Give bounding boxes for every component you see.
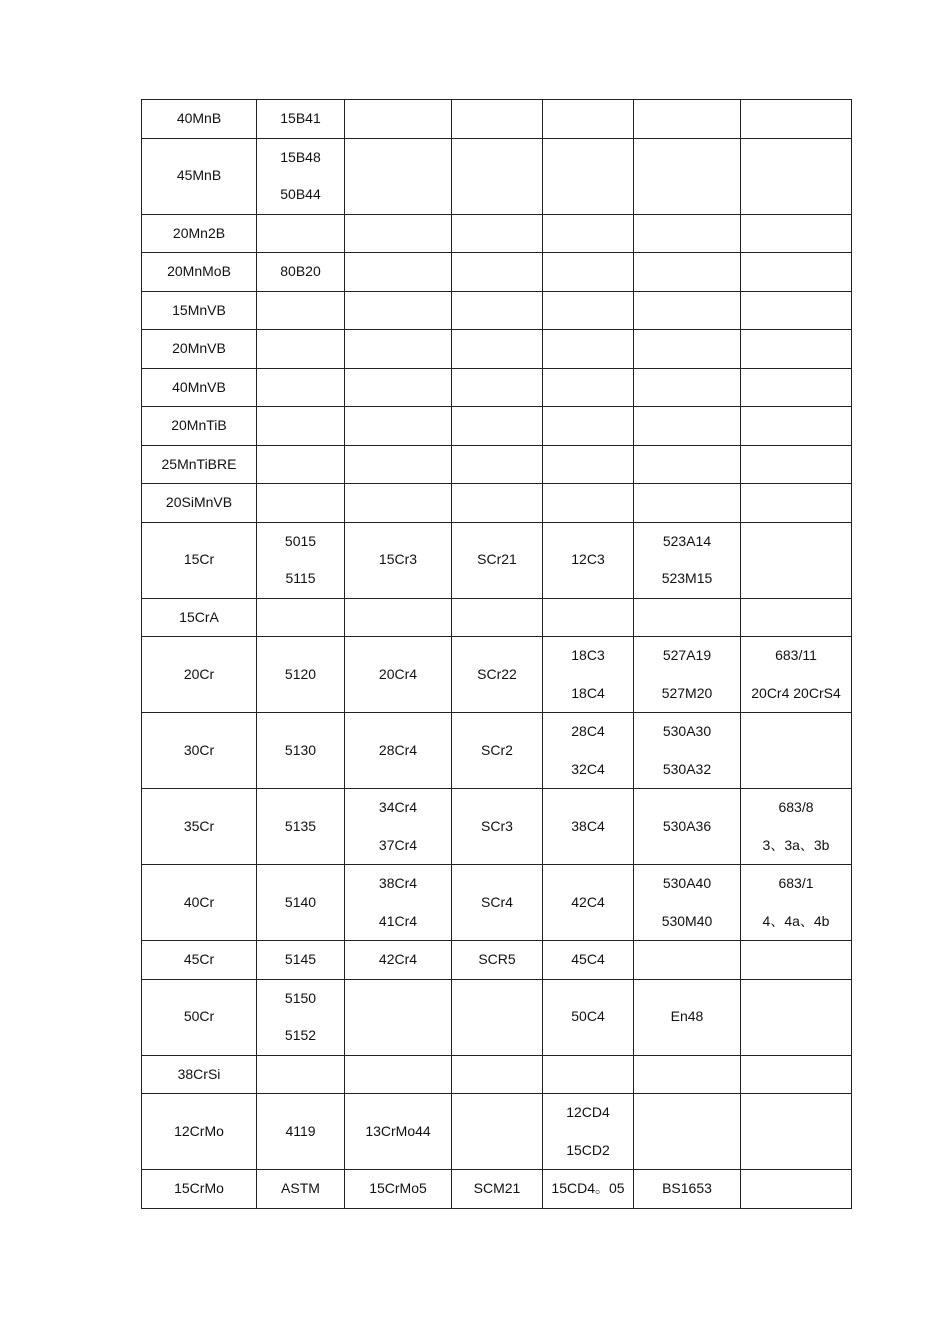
cell-text-line: 13CrMo44 (365, 1122, 431, 1139)
equivalent-grade-cell (741, 253, 852, 292)
equivalent-grade-cell (257, 138, 345, 214)
cell-text-line: 45MnB (176, 167, 222, 184)
equivalent-grade-cell (345, 637, 452, 713)
equivalent-grade-cell (452, 484, 543, 523)
equivalent-grade-cell (543, 291, 634, 330)
cell-text-line: 15CrA (179, 608, 219, 625)
table-row (142, 1055, 852, 1094)
equivalent-grade-cell (257, 713, 345, 789)
cell-text-line: 5120 (284, 665, 317, 682)
cell-text-line: SCR5 (478, 951, 516, 967)
cell-text-line: 38Cr4 (378, 875, 418, 891)
equivalent-grade-cell (345, 407, 452, 446)
cell-text-line: 34Cr4 (378, 799, 418, 815)
cell-text-line: 15B48 (280, 148, 321, 165)
equivalent-grade-cell (634, 291, 741, 330)
equivalent-grade-cell (345, 1055, 452, 1094)
cell-text-line: 40MnVB (172, 378, 226, 395)
equivalent-grade-cell (257, 445, 345, 484)
equivalent-grade-cell (345, 979, 452, 1055)
equivalent-grade-cell (741, 214, 852, 253)
cell-text-line: 4、4a、4b (762, 912, 830, 929)
equivalent-grade-cell (543, 368, 634, 407)
equivalent-grade-cell (257, 789, 345, 865)
equivalent-grade-cell (345, 941, 452, 980)
equivalent-grade-cell (741, 598, 852, 637)
equivalent-grade-cell (345, 214, 452, 253)
cell-text-line: 50B44 (280, 186, 321, 202)
cell-text-line: 50C4 (571, 1008, 605, 1025)
cell-text-line: 5152 (284, 1027, 317, 1043)
equivalent-grade-cell (257, 291, 345, 330)
equivalent-grade-cell (741, 979, 852, 1055)
equivalent-grade-cell (634, 407, 741, 446)
equivalent-grade-cell (452, 865, 543, 941)
equivalent-grade-cell (634, 637, 741, 713)
table-row (142, 789, 852, 865)
equivalent-grade-cell (452, 979, 543, 1055)
equivalent-grade-cell (741, 445, 852, 484)
cell-text-line: 15B41 (280, 110, 321, 126)
equivalent-grade-cell (741, 291, 852, 330)
equivalent-grade-cell (257, 407, 345, 446)
cell-text-line: 3、3a、3b (762, 836, 830, 853)
grade-cell (142, 865, 257, 941)
equivalent-grade-cell (634, 789, 741, 865)
equivalent-grade-cell (741, 1170, 852, 1209)
grade-cell (142, 1094, 257, 1170)
equivalent-grade-cell (543, 789, 634, 865)
cell-text-line: 42C4 (571, 893, 605, 910)
equivalent-grade-cell (257, 368, 345, 407)
cell-text-line: 15CrMo5 (369, 1180, 427, 1196)
equivalent-grade-cell (741, 368, 852, 407)
cell-text-line: 527A19 (662, 647, 712, 663)
equivalent-grade-cell (257, 1094, 345, 1170)
grade-cell (142, 1170, 257, 1209)
cell-text-line: 45C4 (571, 951, 605, 967)
table-row (142, 445, 852, 484)
equivalent-grade-cell (452, 941, 543, 980)
equivalent-grade-cell (634, 1094, 741, 1170)
equivalent-grade-cell (257, 214, 345, 253)
table-row (142, 138, 852, 214)
equivalent-grade-cell (257, 1170, 345, 1209)
cell-text-line: 523A14 (662, 532, 712, 549)
cell-text-line: 20Cr (183, 665, 215, 682)
steel-grade-comparison-table (141, 99, 852, 1209)
equivalent-grade-cell (741, 330, 852, 369)
equivalent-grade-cell (634, 368, 741, 407)
equivalent-grade-cell (257, 637, 345, 713)
equivalent-grade-cell (345, 445, 452, 484)
equivalent-grade-cell (634, 214, 741, 253)
equivalent-grade-cell (345, 330, 452, 369)
table-body (142, 100, 852, 1209)
equivalent-grade-cell (543, 522, 634, 598)
equivalent-grade-cell (634, 865, 741, 941)
equivalent-grade-cell (543, 713, 634, 789)
equivalent-grade-cell (634, 598, 741, 637)
equivalent-grade-cell (634, 1055, 741, 1094)
cell-text-line: 20Mn2B (172, 224, 226, 241)
cell-text-line: 15CrMo (174, 1180, 224, 1196)
grade-cell (142, 713, 257, 789)
cell-text-line: 18C3 (571, 647, 605, 663)
equivalent-grade-cell (257, 598, 345, 637)
cell-text-line: SCr3 (481, 817, 513, 834)
grade-cell (142, 637, 257, 713)
table-row (142, 1170, 852, 1209)
table-row (142, 713, 852, 789)
equivalent-grade-cell (634, 979, 741, 1055)
equivalent-grade-cell (345, 138, 452, 214)
equivalent-grade-cell (543, 1055, 634, 1094)
equivalent-grade-cell (452, 637, 543, 713)
cell-text-line: 5150 (284, 989, 317, 1006)
grade-cell (142, 522, 257, 598)
equivalent-grade-cell (345, 1170, 452, 1209)
equivalent-grade-cell (257, 253, 345, 292)
grade-cell (142, 291, 257, 330)
table-row (142, 291, 852, 330)
cell-text-line: 35Cr (183, 817, 215, 834)
grade-cell (142, 979, 257, 1055)
equivalent-grade-cell (452, 1094, 543, 1170)
equivalent-grade-cell (543, 941, 634, 980)
cell-text-line: ASTM (281, 1180, 320, 1196)
equivalent-grade-cell (543, 253, 634, 292)
equivalent-grade-cell (257, 979, 345, 1055)
table-row (142, 214, 852, 253)
equivalent-grade-cell (634, 100, 741, 139)
cell-text-line: 28C4 (571, 723, 605, 739)
equivalent-grade-cell (741, 713, 852, 789)
equivalent-grade-cell (452, 522, 543, 598)
grade-cell (142, 445, 257, 484)
equivalent-grade-cell (543, 100, 634, 139)
cell-text-line: 683/11 (775, 647, 817, 663)
cell-text-line: SCr4 (481, 893, 513, 910)
table-row (142, 330, 852, 369)
table-row (142, 100, 852, 139)
cell-text-line: 20MnMoB (167, 263, 231, 279)
grade-cell (142, 368, 257, 407)
cell-text-line: 683/1 (778, 875, 814, 891)
equivalent-grade-cell (257, 522, 345, 598)
table-row (142, 1094, 852, 1170)
grade-cell (142, 598, 257, 637)
equivalent-grade-cell (543, 484, 634, 523)
equivalent-grade-cell (345, 253, 452, 292)
equivalent-grade-cell (452, 789, 543, 865)
cell-text-line: 5130 (284, 741, 317, 758)
cell-text-line: 12CD4 (566, 1104, 610, 1120)
equivalent-grade-cell (345, 522, 452, 598)
table-row (142, 979, 852, 1055)
equivalent-grade-cell (452, 1055, 543, 1094)
cell-text-line: 12CrMo (174, 1122, 224, 1139)
equivalent-grade-cell (634, 484, 741, 523)
cell-text-line: 530A32 (662, 760, 712, 777)
equivalent-grade-cell (543, 407, 634, 446)
cell-text-line: BS1653 (662, 1180, 712, 1196)
cell-text-line: 5015 (284, 532, 317, 549)
equivalent-grade-cell (634, 713, 741, 789)
cell-text-line: SCr21 (477, 551, 517, 568)
cell-text-line: 18C4 (571, 684, 605, 701)
cell-text-line: 15CD2 (566, 1141, 610, 1158)
cell-text-line: 15MnVB (172, 301, 226, 318)
cell-text-line: 523M15 (661, 570, 713, 586)
equivalent-grade-cell (741, 637, 852, 713)
equivalent-grade-cell (452, 1170, 543, 1209)
cell-text-line: 25MnTiBRE (161, 455, 237, 472)
equivalent-grade-cell (741, 941, 852, 980)
equivalent-grade-cell (543, 1094, 634, 1170)
equivalent-grade-cell (452, 598, 543, 637)
equivalent-grade-cell (452, 713, 543, 789)
grade-cell (142, 1055, 257, 1094)
equivalent-grade-cell (634, 1170, 741, 1209)
equivalent-grade-cell (452, 138, 543, 214)
table-row (142, 484, 852, 523)
cell-text-line: 38C4 (571, 817, 605, 834)
cell-text-line: 527M20 (661, 684, 713, 701)
cell-text-line: 5135 (284, 817, 317, 834)
cell-text-line: 45Cr (183, 951, 215, 967)
table-row (142, 598, 852, 637)
cell-text-line: 80B20 (280, 263, 321, 279)
grade-cell (142, 253, 257, 292)
equivalent-grade-cell (257, 100, 345, 139)
equivalent-grade-cell (634, 330, 741, 369)
equivalent-grade-cell (452, 445, 543, 484)
table-row (142, 522, 852, 598)
table-row (142, 941, 852, 980)
grade-cell (142, 138, 257, 214)
cell-text-line: SCr22 (477, 665, 517, 682)
cell-text-line: 530A30 (662, 723, 712, 739)
cell-text-line: 20SiMnVB (165, 494, 233, 510)
grade-cell (142, 214, 257, 253)
equivalent-grade-cell (345, 865, 452, 941)
equivalent-grade-cell (345, 291, 452, 330)
cell-text-line: 530A40 (662, 875, 712, 891)
cell-text-line: 4119 (285, 1122, 316, 1139)
grade-cell (142, 330, 257, 369)
cell-text-line: 5140 (284, 893, 317, 910)
equivalent-grade-cell (257, 865, 345, 941)
equivalent-grade-cell (257, 330, 345, 369)
cell-text-line: 41Cr4 (378, 912, 418, 929)
cell-text-line: 530M40 (661, 912, 713, 929)
equivalent-grade-cell (452, 407, 543, 446)
equivalent-grade-cell (741, 138, 852, 214)
equivalent-grade-cell (452, 330, 543, 369)
equivalent-grade-cell (543, 214, 634, 253)
equivalent-grade-cell (452, 214, 543, 253)
equivalent-grade-cell (345, 368, 452, 407)
equivalent-grade-cell (741, 100, 852, 139)
cell-text-line: 5115 (285, 570, 316, 586)
cell-text-line: 20Cr4 20CrS4 (751, 684, 841, 701)
grade-cell (142, 100, 257, 139)
cell-text-line: 20MnTiB (171, 417, 227, 433)
equivalent-grade-cell (345, 713, 452, 789)
equivalent-grade-cell (634, 445, 741, 484)
equivalent-grade-cell (543, 1170, 634, 1209)
table-row (142, 637, 852, 713)
equivalent-grade-cell (543, 865, 634, 941)
cell-text-line: 28Cr4 (378, 741, 418, 758)
equivalent-grade-cell (741, 522, 852, 598)
cell-text-line: 40MnB (176, 110, 222, 126)
equivalent-grade-cell (543, 330, 634, 369)
equivalent-grade-cell (634, 138, 741, 214)
cell-text-line: 38CrSi (177, 1065, 221, 1082)
cell-text-line: 12C3 (571, 551, 605, 568)
equivalent-grade-cell (345, 598, 452, 637)
equivalent-grade-cell (452, 291, 543, 330)
cell-text-line: SCr2 (481, 741, 513, 758)
cell-text-line: 530A36 (662, 817, 712, 834)
equivalent-grade-cell (543, 979, 634, 1055)
grade-cell (142, 941, 257, 980)
grade-cell (142, 484, 257, 523)
cell-text-line: 20Cr4 (378, 665, 418, 682)
cell-text-line: 15Cr3 (378, 551, 418, 568)
equivalent-grade-cell (634, 522, 741, 598)
cell-text-line: 40Cr (183, 893, 215, 910)
equivalent-grade-cell (543, 598, 634, 637)
cell-text-line: 30Cr (183, 741, 215, 758)
cell-text-line: 50Cr (183, 1008, 215, 1025)
cell-text-line: 15CD4。05 (551, 1180, 625, 1196)
equivalent-grade-cell (543, 637, 634, 713)
cell-text-line: 15Cr (183, 551, 215, 568)
equivalent-grade-cell (741, 1055, 852, 1094)
equivalent-grade-cell (634, 253, 741, 292)
cell-text-line: 5145 (284, 951, 317, 967)
equivalent-grade-cell (741, 484, 852, 523)
equivalent-grade-cell (634, 941, 741, 980)
equivalent-grade-cell (257, 941, 345, 980)
equivalent-grade-cell (345, 789, 452, 865)
equivalent-grade-cell (741, 407, 852, 446)
table-row (142, 253, 852, 292)
cell-text-line: 32C4 (571, 760, 605, 777)
equivalent-grade-cell (741, 865, 852, 941)
table-row (142, 407, 852, 446)
grade-cell (142, 789, 257, 865)
equivalent-grade-cell (741, 789, 852, 865)
equivalent-grade-cell (543, 138, 634, 214)
grade-cell (142, 407, 257, 446)
equivalent-grade-cell (452, 100, 543, 139)
table-row (142, 368, 852, 407)
equivalent-grade-cell (257, 1055, 345, 1094)
equivalent-grade-cell (345, 484, 452, 523)
equivalent-grade-cell (257, 484, 345, 523)
equivalent-grade-cell (345, 1094, 452, 1170)
cell-text-line: 42Cr4 (378, 951, 418, 967)
cell-text-line: 683/8 (778, 799, 814, 815)
equivalent-grade-cell (452, 368, 543, 407)
cell-text-line: 20MnVB (172, 340, 226, 356)
cell-text-line: SCM21 (473, 1180, 521, 1196)
equivalent-grade-cell (543, 445, 634, 484)
equivalent-grade-cell (452, 253, 543, 292)
table-row (142, 865, 852, 941)
equivalent-grade-cell (345, 100, 452, 139)
cell-text-line: 37Cr4 (378, 836, 418, 853)
cell-text-line: En48 (670, 1008, 704, 1025)
equivalent-grade-cell (741, 1094, 852, 1170)
